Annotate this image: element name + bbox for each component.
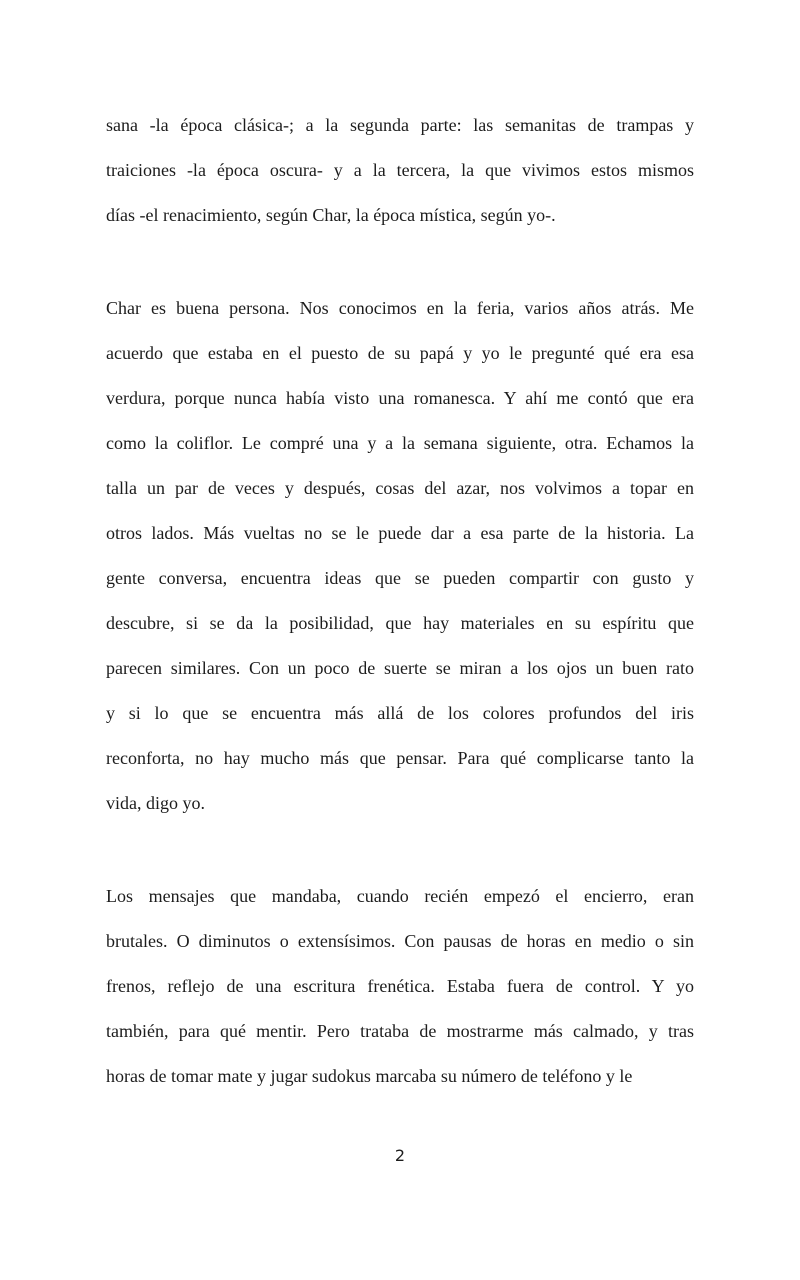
text-line: como la coliflor. Le compré una y a la semana siguiente, otra. Echamos la — [106, 433, 694, 453]
text-line: talla un par de veces y después, cosas del azar, nos volvimos a topar en — [106, 478, 694, 498]
text-line: traiciones -la época oscura- y a la tercera, la que vivimos estos mismos — [106, 160, 694, 180]
paragraph — [106, 874, 694, 1099]
text-block — [106, 103, 694, 1099]
text-line: días -el renacimiento, según Char, la época mística, según yo-. — [106, 205, 556, 225]
text-line: horas de tomar mate y jugar sudokus marcaba su número de teléfono y le — [106, 1066, 633, 1086]
text-line: Los mensajes que mandaba, cuando recién empezó el encierro, eran — [106, 886, 694, 906]
paragraph — [106, 286, 694, 826]
text-line: sana -la época clásica-; a la segunda parte: las semanitas de trampas y — [106, 115, 694, 135]
text-line: vida, digo yo. — [106, 793, 205, 813]
text-line: acuerdo que estaba en el puesto de su papá y yo le pregunté qué era esa — [106, 343, 694, 363]
text-line: frenos, reflejo de una escritura frenética. Estaba fuera de control. Y yo — [106, 976, 694, 996]
text-line: Char es buena persona. Nos conocimos en la feria, varios años atrás. Me — [106, 298, 694, 318]
page-number: 2 — [394, 1146, 406, 1165]
paragraph — [106, 103, 694, 238]
text-line: reconforta, no hay mucho más que pensar. Para qué complicarse tanto la — [106, 748, 694, 768]
text-line: y si lo que se encuentra más allá de los colores profundos del iris — [106, 703, 694, 723]
text-line: otros lados. Más vueltas no se le puede dar a esa parte de la historia. La — [106, 523, 694, 543]
text-line: gente conversa, encuentra ideas que se pueden compartir con gusto y — [106, 568, 694, 588]
text-line: parecen similares. Con un poco de suerte se miran a los ojos un buen rato — [106, 658, 694, 678]
text-line: brutales. O diminutos o extensísimos. Con pausas de horas en medio o sin — [106, 931, 694, 951]
text-line: también, para qué mentir. Pero trataba de mostrarme más calmado, y tras — [106, 1021, 694, 1041]
text-line: verdura, porque nunca había visto una romanesca. Y ahí me contó que era — [106, 388, 694, 408]
text-line: descubre, si se da la posibilidad, que hay materiales en su espíritu que — [106, 613, 694, 633]
